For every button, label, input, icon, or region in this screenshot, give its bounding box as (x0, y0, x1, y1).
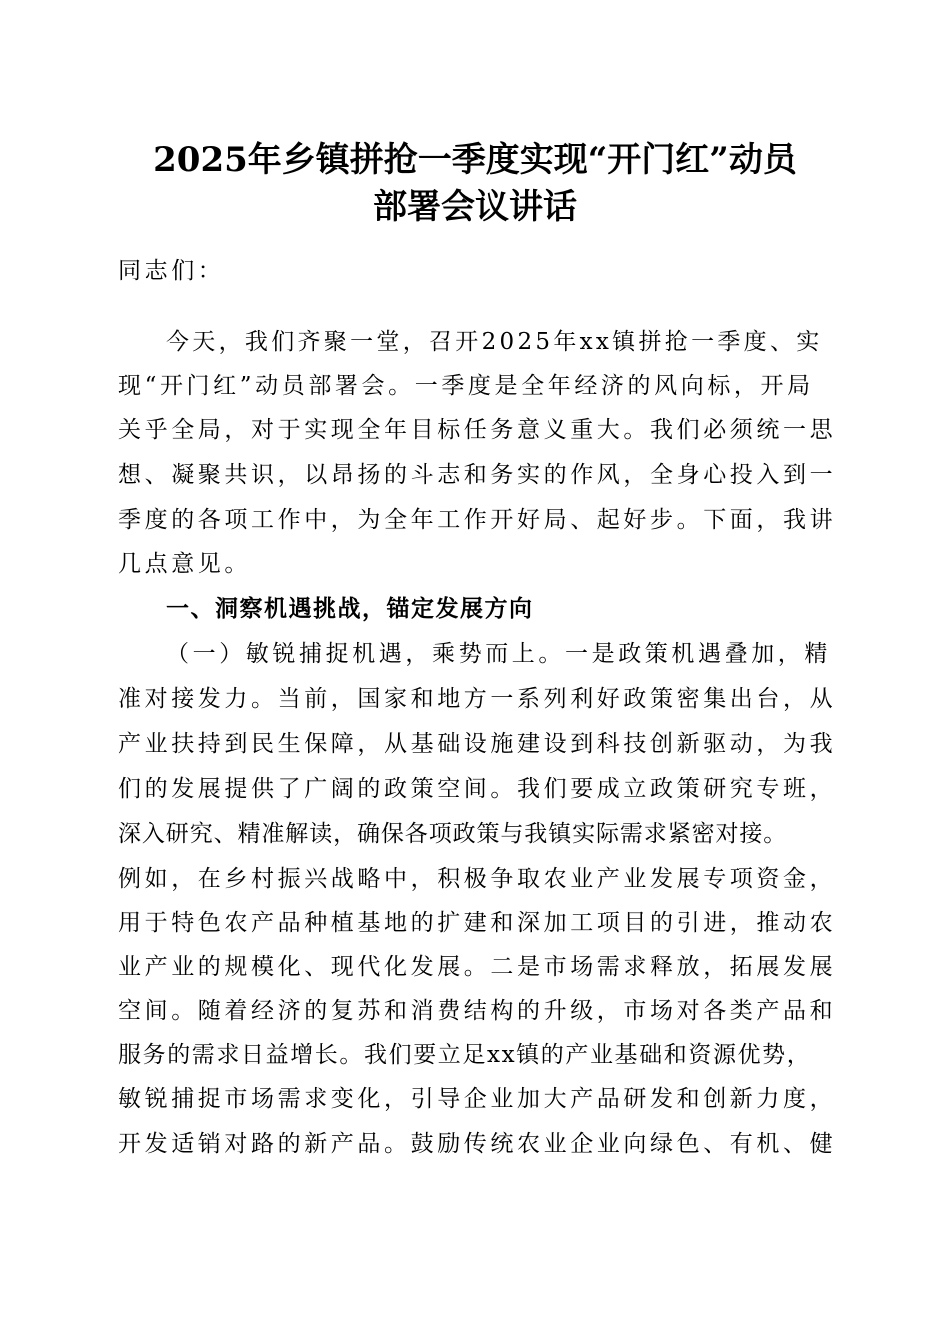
paragraph-1-line-6: 几点意见。 (118, 551, 251, 577)
paragraph-2-line-8: 业产业的规模化、现代化发展。二是市场需求释放，拓展发展 (118, 954, 837, 980)
paragraph-1-line-3: 关乎全局，对于实现全年目标任务意义重大。我们必须统一思 (118, 417, 837, 443)
paragraph-2-line-5: 深入研究、精准解读，确保各项政策与我镇实际需求紧密对接。 (118, 821, 788, 847)
document-title-line-2: 部署会议讲话 (373, 187, 577, 227)
paragraph-2-line-4: 们的发展提供了广阔的政策空间。我们要成立政策研究专班， (118, 776, 837, 802)
paragraph-1-line-2: 现“开门红”动员部署会。一季度是全年经济的风向标，开局 (118, 373, 814, 399)
paragraph-2-line-12: 开发适销对路的新产品。鼓励传统农业企业向绿色、有机、健 (118, 1131, 837, 1157)
paragraph-2-line-1: （一）敏锐捕捉机遇，乘势而上。一是政策机遇叠加，精 (166, 641, 831, 667)
paragraph-2-line-9: 空间。随着经济的复苏和消费结构的升级，市场对各类产品和 (118, 998, 837, 1024)
paragraph-2-line-6: 例如，在乡村振兴战略中，积极争取农业产业发展专项资金， (118, 866, 837, 892)
paragraph-2-line-7: 用于特色农产品种植基地的扩建和深加工项目的引进，推动农 (118, 910, 837, 936)
paragraph-2-line-11: 敏锐捕捉市场需求变化，引导企业加大产品研发和创新力度， (118, 1086, 837, 1112)
paragraph-1-line-5: 季度的各项工作中，为全年工作开好局、起好步。下面，我讲 (118, 507, 837, 533)
paragraph-2-line-2: 准对接发力。当前，国家和地方一系列利好政策密集出台，从 (118, 686, 837, 712)
paragraph-2-line-3: 产业扶持到民生保障，从基础设施建设到科技创新驱动，为我 (118, 731, 837, 757)
section-heading-1: 一、洞察机遇挑战，锚定发展方向 (166, 596, 534, 622)
paragraph-1-line-4: 想、凝聚共识，以昂扬的斗志和务实的作风，全身心投入到一 (118, 462, 837, 488)
document-title-line-1: 2025年乡镇拼抢一季度实现“开门红”动员 (153, 140, 797, 180)
paragraph-1-line-1: 今天，我们齐聚一堂，召开2025年xx镇拼抢一季度、实 (166, 329, 823, 355)
salutation: 同志们： (118, 258, 225, 284)
paragraph-2-line-10: 服务的需求日益增长。我们要立足xx镇的产业基础和资源优势， (118, 1042, 812, 1068)
